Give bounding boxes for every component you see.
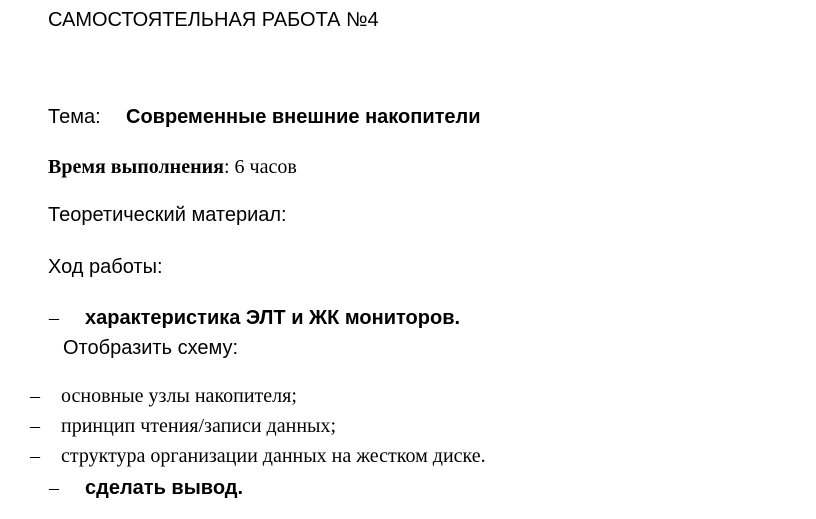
progress-heading: Ход работы: bbox=[48, 256, 163, 278]
topic-value: Современные внешние накопители bbox=[126, 106, 481, 128]
list-item-text: принцип чтения/записи данных; bbox=[61, 415, 337, 437]
theory-heading: Теоретический материал: bbox=[48, 204, 287, 226]
time-label: Время выполнения bbox=[48, 156, 224, 178]
list-dash: – bbox=[30, 415, 40, 437]
list-dash: – bbox=[49, 307, 59, 329]
time-separator: : bbox=[223, 156, 230, 178]
show-scheme-label: Отобразить схему: bbox=[63, 337, 238, 359]
list-item-text: структура организации данных на жестком диске. bbox=[61, 445, 486, 467]
list-dash: – bbox=[49, 477, 59, 499]
list-dash: – bbox=[30, 445, 40, 467]
list-item-text: основные узлы накопителя; bbox=[61, 385, 297, 407]
time-line bbox=[48, 157, 297, 177]
list-item-text: сделать вывод. bbox=[85, 477, 244, 499]
list-item-text: характеристика ЭЛТ и ЖК мониторов. bbox=[85, 307, 461, 329]
document-title: САМОСТОЯТЕЛЬНАЯ РАБОТА №4 bbox=[48, 9, 379, 31]
list-dash: – bbox=[30, 385, 40, 407]
topic-label: Тема: bbox=[48, 106, 101, 128]
time-value: 6 часов bbox=[229, 156, 297, 178]
